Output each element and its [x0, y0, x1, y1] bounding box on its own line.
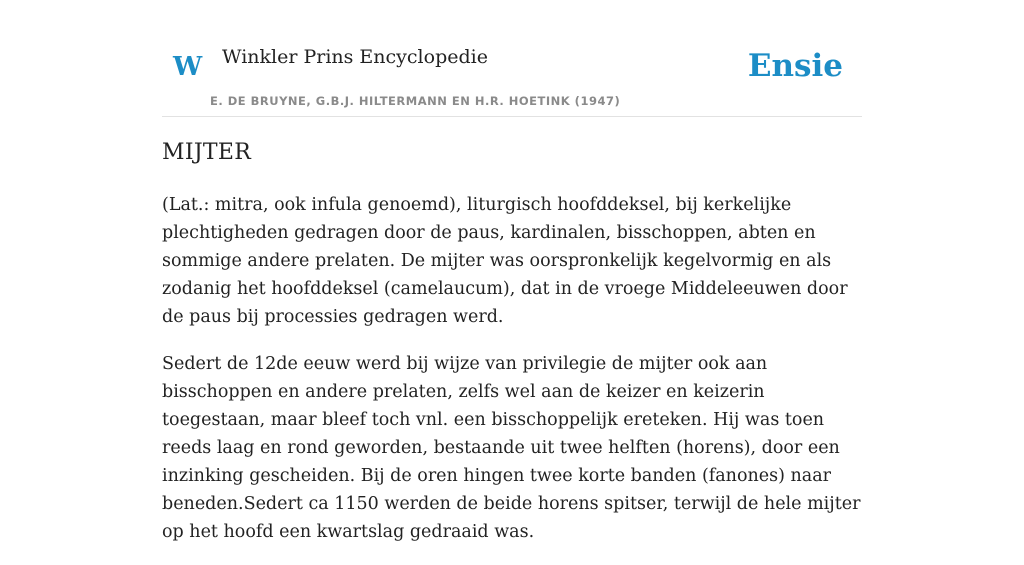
publication-logo[interactable]: W: [173, 52, 203, 82]
publication-header: [162, 0, 862, 117]
entry-title: MIJTER: [162, 140, 252, 165]
entry-paragraph: (Lat.: mitra, ook infula genoemd), liturgisch hoofddeksel, bij kerkelijke plechtigheden gedragen door de paus, kardinalen, bisschoppen, abten en sommige andere prelaten. De mijter was oorspronkelijk kegelvormig en als zodanig het hoofddeksel (camelaucum), dat in de vroege Middeleeuwen door de paus bij processies gedragen werd.: [162, 195, 848, 327]
page-container: [162, 0, 862, 542]
publication-title[interactable]: Winkler Prins Encyclopedie: [222, 46, 488, 68]
ensie-brand-logo[interactable]: Ensie: [747, 48, 843, 84]
entry-paragraph: Sedert de 12de eeuw werd bij wijze van privilegie de mijter ook aan bisschoppen en andere prelaten, zelfs wel aan de keizer en keizerin toegestaan, maar bleef toch vnl. een bisschoppelijk ereteken. Hij was toen reeds laag en rond geworden, bestaande uit twee helften (horens), door een inzinking gescheiden. Bij de oren hingen twee korte banden (fanones) naar beneden.Sedert ca 1150 werden de beide horens spitser, terwijl de hele mijter op het hoofd een kwartslag gedraaid was.: [162, 354, 861, 542]
publication-authors: E. DE BRUYNE, G.B.J. HILTERMANN EN H.R. HOETINK (1947): [210, 94, 621, 108]
entry-body: [162, 191, 862, 565]
